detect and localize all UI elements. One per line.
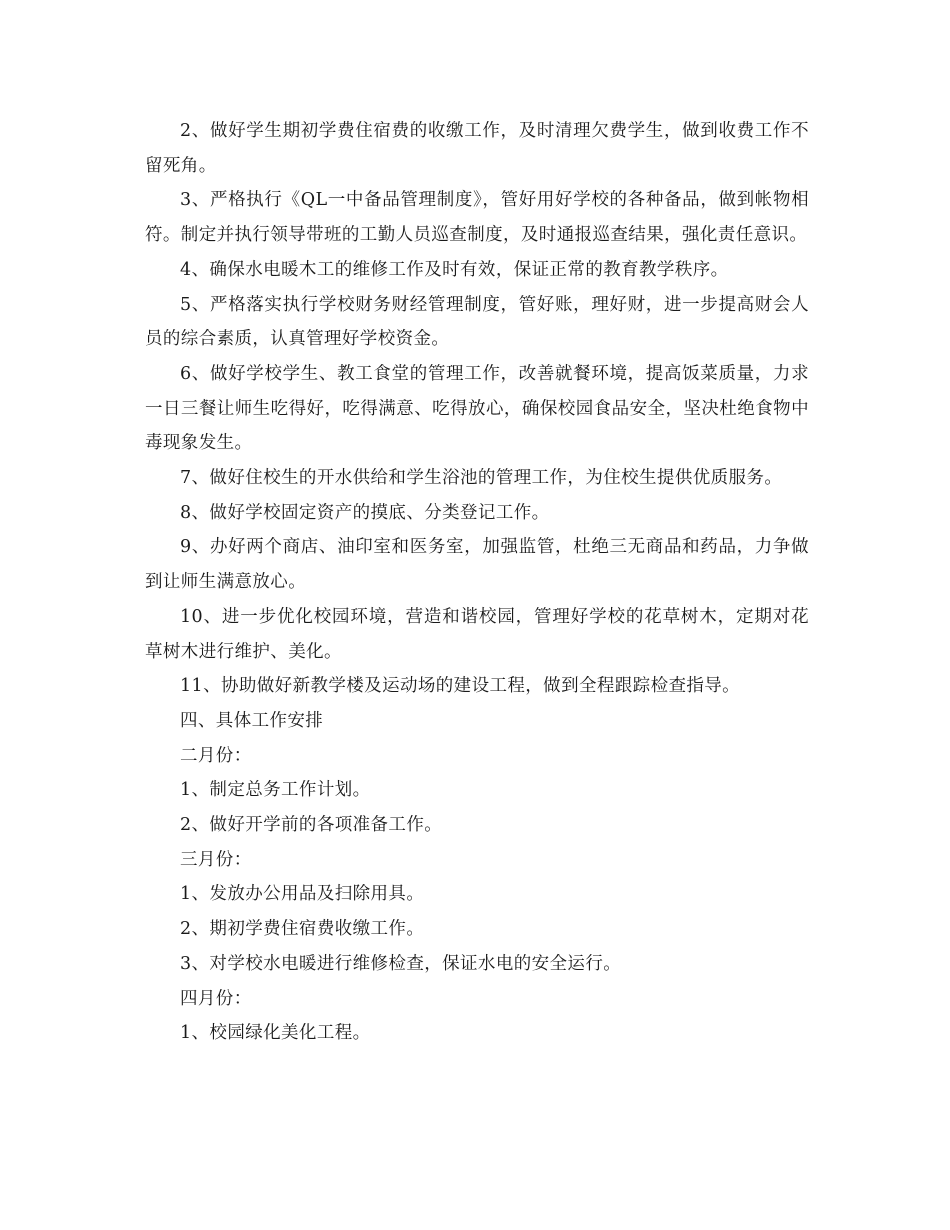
paragraph-fee-collection: 2、做好学生期初学费住宿费的收缴工作，及时清理欠费学生，做到收费工作不留死角。: [145, 121, 809, 176]
list-item: 1、制定总务工作计划。: [180, 780, 371, 801]
list-item: 1、发放办公用品及扫除用具。: [180, 884, 425, 905]
month-heading-february: 二月份：: [180, 745, 252, 766]
paragraph-boarding-service: 7、做好住校生的开水供给和学生浴池的管理工作，为住校生提供优质服务。: [180, 468, 783, 489]
section-heading-schedule: 四、具体工作安排: [180, 710, 324, 731]
paragraph-campus-environment: 10、进一步优化校园环境，营造和谐校园，管理好学校的花草树木，定期对花草树木进行维护、美化。: [145, 606, 809, 662]
list-item: 1、校园绿化美化工程。: [180, 1023, 371, 1044]
paragraph-equipment-management: 3、严格执行《QL一中备品管理制度》，管好用好学校的各种备品，做到帐物相符。制定并执行领导带班的工勤人员巡查制度，及时通报巡查结果，强化责任意识。: [145, 190, 809, 246]
paragraph-fixed-assets: 8、做好学校固定资产的摸底、分类登记工作。: [180, 502, 550, 523]
paragraph-maintenance: 4、确保水电暖木工的维修工作及时有效，保证正常的教育教学秩序。: [180, 259, 729, 280]
month-heading-april: 四月份：: [180, 988, 252, 1009]
paragraph-finance: 5、严格落实执行学校财务财经管理制度，管好账，理好财，进一步提高财会人员的综合素质，认真管理好学校资金。: [145, 294, 809, 350]
paragraph-shops-clinic: 9、办好两个商店、油印室和医务室，加强监管，杜绝三无商品和药品，力争做到让师生满意放心。: [145, 537, 809, 593]
paragraph-canteen: 6、做好学校学生、教工食堂的管理工作，改善就餐环境，提高饭菜质量，力求一日三餐让师生吃得好，吃得满意、吃得放心，确保校园食品安全，坚决杜绝食物中毒现象发生。: [145, 363, 809, 454]
paragraph-construction: 11、协助做好新教学楼及运动场的建设工程，做到全程跟踪检查指导。: [180, 676, 741, 697]
list-item: 3、对学校水电暖进行维修检查，保证水电的安全运行。: [180, 953, 622, 974]
list-item: 2、做好开学前的各项准备工作。: [180, 815, 443, 836]
document-body: [145, 114, 809, 1051]
list-item: 2、期初学费住宿费收缴工作。: [180, 919, 425, 940]
month-heading-march: 三月份：: [180, 849, 252, 870]
